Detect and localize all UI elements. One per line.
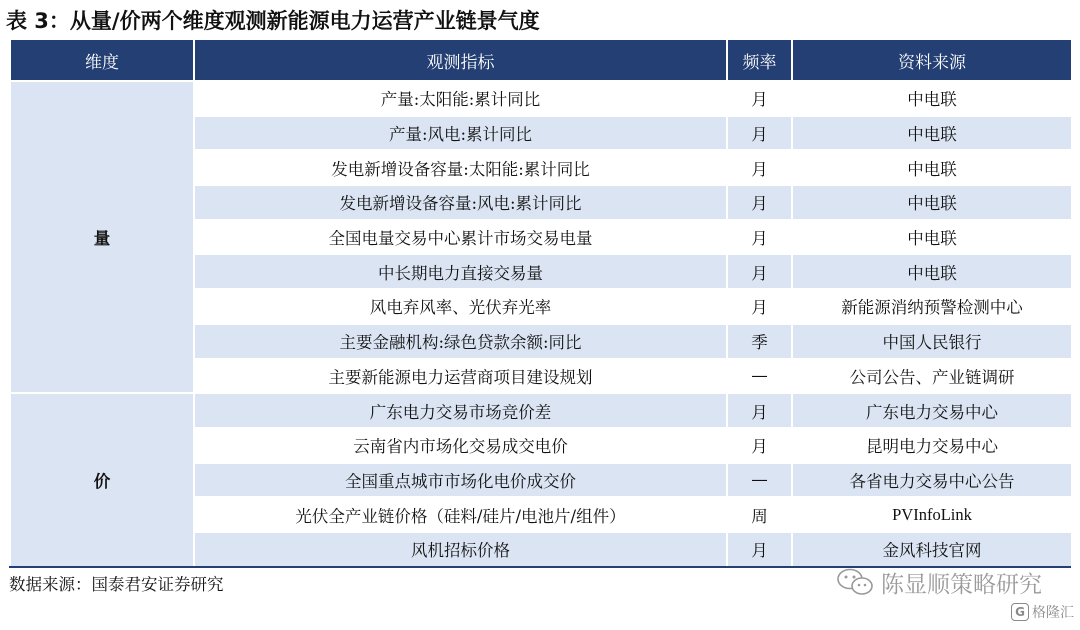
frequency-cell: 月 [728, 117, 791, 150]
source-cell: 中电联 [793, 186, 1071, 219]
frequency-cell: 月 [728, 290, 791, 323]
frequency-cell: 月 [728, 221, 791, 254]
source-cell: 中电联 [793, 151, 1071, 184]
brand-text: 格隆汇 [1032, 605, 1074, 621]
table-header-row [11, 40, 1071, 80]
indicator-cell: 全国电量交易中心累计市场交易电量 [195, 221, 726, 254]
indicator-cell: 发电新增设备容量:太阳能:累计同比 [195, 151, 726, 184]
indicator-cell: 风电弃风率、光伏弃光率 [195, 290, 726, 323]
source-cell: 新能源消纳预警检测中心 [793, 290, 1071, 323]
source-cell: 昆明电力交易中心 [793, 429, 1071, 462]
frequency-cell: 月 [728, 394, 791, 427]
header-frequency: 频率 [728, 40, 791, 80]
table-row [11, 394, 1071, 427]
source-cell: 各省电力交易中心公告 [793, 464, 1071, 497]
frequency-cell: — [728, 464, 791, 497]
header-source: 资料来源 [793, 40, 1071, 80]
indicator-cell: 全国重点城市市场化电价成交价 [195, 464, 726, 497]
source-cell: 广东电力交易中心 [793, 394, 1071, 427]
indicator-cell: 主要金融机构:绿色贷款余额:同比 [195, 325, 726, 358]
frequency-cell: 周 [728, 498, 791, 531]
indicator-cell: 主要新能源电力运营商项目建设规划 [195, 360, 726, 393]
data-source-note: 数据来源：国泰君安证券研究 [9, 575, 224, 594]
gelonghui-brand [1011, 602, 1074, 622]
source-cell: 中电联 [793, 82, 1071, 115]
indicator-cell: 云南省内市场化交易成交电价 [195, 429, 726, 462]
dimension-volume-cell: 量 [11, 82, 193, 392]
source-cell: PVInfoLink [793, 498, 1071, 531]
indicator-cell: 产量:太阳能:累计同比 [195, 82, 726, 115]
indicator-cell: 产量:风电:累计同比 [195, 117, 726, 150]
indicator-table [9, 38, 1073, 568]
frequency-cell: — [728, 360, 791, 393]
indicator-cell: 风机招标价格 [195, 533, 726, 566]
source-cell: 中国人民银行 [793, 325, 1071, 358]
indicator-cell: 发电新增设备容量:风电:累计同比 [195, 186, 726, 219]
table-title: 表 3：从量/价两个维度观测新能源电力运营产业链景气度 [6, 9, 540, 33]
frequency-cell: 季 [728, 325, 791, 358]
table-row [11, 82, 1071, 115]
frequency-cell: 月 [728, 255, 791, 288]
source-cell: 金风科技官网 [793, 533, 1071, 566]
header-indicator: 观测指标 [195, 40, 726, 80]
wechat-icon [835, 567, 875, 597]
frequency-cell: 月 [728, 429, 791, 462]
wechat-watermark [835, 566, 1042, 598]
watermark-text: 陈显顺策略研究 [881, 571, 1042, 598]
source-cell: 中电联 [793, 255, 1071, 288]
frequency-cell: 月 [728, 186, 791, 219]
source-cell: 中电联 [793, 221, 1071, 254]
indicator-cell: 中长期电力直接交易量 [195, 255, 726, 288]
header-dimension: 维度 [11, 40, 193, 80]
frequency-cell: 月 [728, 82, 791, 115]
source-cell: 公司公告、产业链调研 [793, 360, 1071, 393]
gelonghui-logo-icon: G [1011, 603, 1029, 621]
indicator-cell: 光伏全产业链价格（硅料/硅片/电池片/组件） [195, 498, 726, 531]
frequency-cell: 月 [728, 151, 791, 184]
indicator-cell: 广东电力交易市场竞价差 [195, 394, 726, 427]
source-cell: 中电联 [793, 117, 1071, 150]
dimension-price-cell: 价 [11, 394, 193, 565]
frequency-cell: 月 [728, 533, 791, 566]
